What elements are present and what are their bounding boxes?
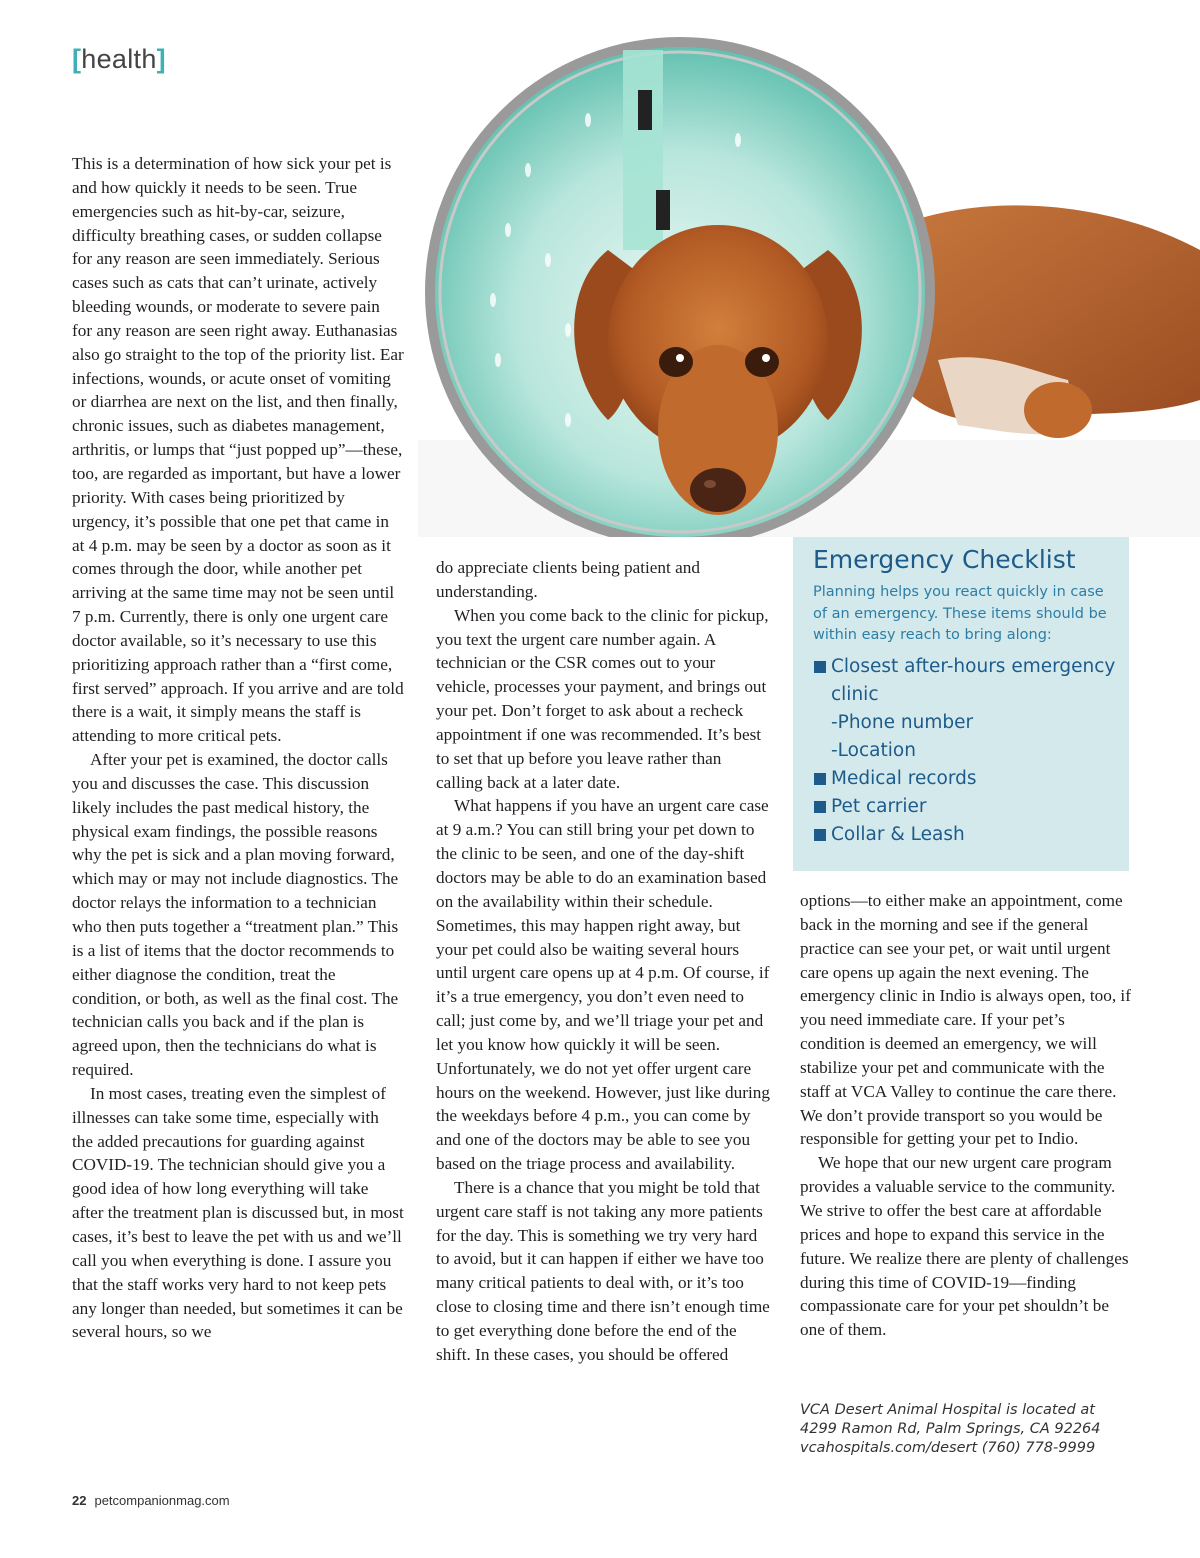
page-number: 22 bbox=[72, 1493, 87, 1508]
checklist-item: Medical records bbox=[813, 765, 1119, 793]
article-column-1 bbox=[72, 152, 404, 1344]
paragraph: options—to either make an appointment, come back in the morning and see if the general practice can see your pet, or wait until urgent care opens up again the next evening. The emergency clinic in Indio is always open, too, if you need immediate care. If your pet’s condition is deemed an emergency, we will stabilize your pet and communicate with the staff at VCA Valley to continue the care there. We don’t provide transport so you would be responsible for getting your pet to Indio. bbox=[800, 891, 1131, 1149]
paragraph: When you come back to the clinic for pickup, you text the urgent care number again. A technician or the CSR comes out to your vehicle, processes your payment, and brings out your pet. Don’t forget to ask about a recheck appointment if one was recommended. It’s best to set that up before you leave rather than calling back at a later date. bbox=[436, 605, 769, 792]
paragraph: We hope that our new urgent care program provides a valuable service to the community. We strive to offer the best care at affordable prices and hope to expand this service in the future. We realize there are plenty of challenges during this time of COVID-19—finding compassionate care for your pet shouldn’t be one of them. bbox=[800, 1153, 1129, 1340]
site-name: petcompanionmag.com bbox=[94, 1493, 230, 1508]
checklist-subitem: -Phone number bbox=[831, 711, 974, 733]
section-tag bbox=[72, 44, 166, 75]
bracket-open: [ bbox=[72, 44, 82, 74]
checklist-item: Pet carrier bbox=[813, 793, 1119, 821]
square-bullet-icon bbox=[814, 801, 826, 813]
checklist-title: Emergency Checklist bbox=[813, 545, 1076, 574]
section-label: health bbox=[81, 44, 157, 74]
paragraph: There is a chance that you might be told that urgent care staff is not taking any more patients for the day. This is something we try very hard to avoid, but it can happen if either we have too many critical patients to deal with, or it’s too close to closing time and there isn’t enough time to get everything done before the end of the shift. In these cases, you should be offered bbox=[436, 1177, 770, 1364]
bracket-close: ] bbox=[156, 44, 166, 74]
square-bullet-icon bbox=[814, 661, 826, 673]
paragraph: In most cases, treating even the simplest of illnesses can take some time, especially with the added precautions for guarding against COVID-19. The technician should give you a good idea of how long everything will take after the treatment plan is discussed but, in most cases, it’s best to leave the pet with us and we’ll call you when everything is done. I assure you that the staff works very hard to not keep pets any longer than needed, but sometimes it can be several hours, so we bbox=[72, 1083, 404, 1342]
paragraph: This is a determination of how sick your pet is and how quickly it needs to be seen. True emergencies such as hit-by-car, seizure, difficulty breathing cases, or sudden collapse for any reason are seen immediately. Serious cases such as cats that can’t urinate, actively bleeding wounds, or moderate to severe pain for any reason are seen right away. Euthanasias also go straight to the top of the priority list. Ear infections, wounds, or acute onset of vomiting or diarrhea are next on the list, and then finally, chronic issues, such as diabetes management, arthritis, or lumps that “just popped up”—these, too, are regarded as important, but have a lower priority. With cases being prioritized by urgency, it’s possible that one pet that came in at 4 p.m. may be seen by a doctor as soon as it comes through the door, while another pet arriving at the same time may not be seen until 7 p.m. Currently, there is only one urgent care doctor available, so it’s necessary to use this prioritizing approach rather than a “first come, first served” approach. If you arrive and are told there is a wait, it simply means the staff is attending to more critical pets. bbox=[72, 154, 404, 746]
checklist-item: Collar & Leash bbox=[813, 821, 1119, 849]
square-bullet-icon bbox=[814, 773, 826, 785]
checklist-intro: Planning helps you react quickly in case of an emergency. These items should be within easy reach to bring along: bbox=[813, 584, 1107, 643]
dog-in-cone-illustration bbox=[418, 0, 1200, 537]
emergency-checklist-box bbox=[793, 537, 1129, 871]
square-bullet-icon bbox=[814, 829, 826, 841]
address-line: VCA Desert Animal Hospital is located at bbox=[800, 1402, 1095, 1418]
article-column-3 bbox=[800, 889, 1132, 1342]
paragraph: After your pet is examined, the doctor calls you and discusses the case. This discussion likely includes the past medical history, the physical exam findings, the possible reasons why the pet is sick and a plan moving forward, which may or may not include diagnostics. The doctor relays the information to a technician who then puts together a “treatment plan.” This is a list of items that the doctor recommends to either diagnose the condition, treat the condition, or both, as well as the final cost. The technician calls you back and if the plan is agreed upon, then the technicians do what is required. bbox=[72, 750, 399, 1080]
checklist-subitem: -Location bbox=[831, 739, 916, 761]
paragraph: What happens if you have an urgent care case at 9 a.m.? You can still bring your pet down to the clinic to be seen, and one of the day-shift doctors may be able to do an examination based on the availability within their schedule. Sometimes, this may happen right away, but your pet could also be waiting several hours until urgent care opens up at 4 p.m. Of course, if it’s a true emergency, you don’t even need to call; just come by, and we’ll triage your pet and let you know how quickly it will be seen. Unfortunately, we do not yet offer urgent care hours on the weekend. However, just like during the weekdays before 4 p.m., you can come by and one of the doctors may be able to see you based on the triage process and availability. bbox=[436, 796, 770, 1174]
checklist-item: Closest after-hours emergency clinic bbox=[813, 653, 1119, 709]
address-line: 4299 Ramon Rd, Palm Springs, CA 92264 bbox=[800, 1421, 1101, 1437]
hospital-address bbox=[800, 1401, 1140, 1458]
page-footer bbox=[72, 1493, 230, 1508]
checklist-items bbox=[813, 653, 1119, 849]
paragraph: do appreciate clients being patient and understanding. bbox=[436, 558, 700, 601]
dog-cone-photo bbox=[418, 0, 1200, 537]
address-line: vcahospitals.com/desert (760) 778-9999 bbox=[800, 1440, 1096, 1456]
article-column-2 bbox=[436, 556, 772, 1367]
